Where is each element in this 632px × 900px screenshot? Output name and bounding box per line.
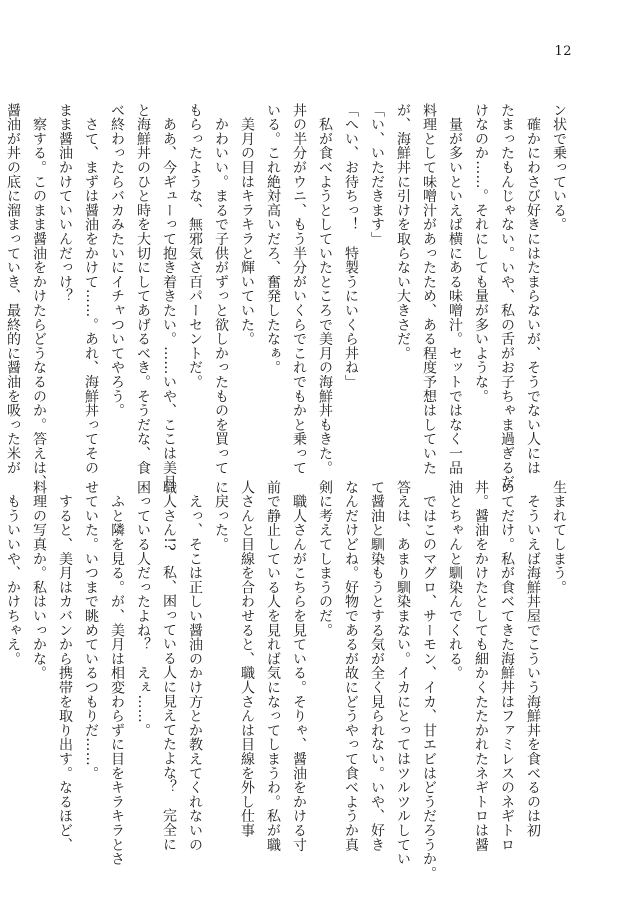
text-block-top: [5, 103, 572, 490]
text-line: 醤油が丼の底に溜まっていき、最終的に醤油を吸った米が: [5, 103, 21, 475]
text-line: 確かにわさび好きにはたまらないが、そうでない人には: [525, 103, 541, 475]
text-line: 「い、いただきます」: [369, 103, 385, 246]
text-line: そういえば海鮮丼屋でこういう海鮮丼を食べるのは初: [525, 480, 541, 838]
text-line: 量が多いといえば横にある味噌汁。セットではなく一品: [447, 103, 463, 475]
text-line: 答えは、あまり馴染まない。イカにとってはツルツルしてい: [395, 480, 411, 867]
text-line: ふと隣を見る。が、美月は相変わらずに目をキラキラとさ: [109, 480, 125, 867]
text-line: まま醤油かけていいんだっけ？: [57, 103, 73, 304]
text-line: 料理の写真か。私はいっかな。: [31, 480, 47, 681]
text-line: たまったもんじゃない。いや、私の舌がお子ちゃま過ぎるだ: [499, 103, 515, 490]
text-line: めてだけ。私が食べてきた海鮮丼はファミレスのネギトロ: [499, 480, 515, 852]
text-line: 丼の半分がウニ、もう半分がいくらでこれでもかと乗って: [291, 103, 307, 475]
text-line: と海鮮丼のひと時を大切にしてあげるべき。そうだな、食: [135, 103, 151, 475]
text-line: いる。これ絶対高いだろ、奮発したなぁ。: [265, 103, 281, 375]
text-line: 料理として味噌汁があったため、ある程度予想はしていた: [421, 103, 437, 475]
text-block-bottom: [5, 480, 572, 881]
text-line: 「へい、お待ちっ！ 特製うにいくら丼ね」: [343, 103, 359, 389]
text-line: ではこのマグロ、サーモン、イカ、甘エビはどうだろうか。: [421, 480, 437, 881]
text-line: ン状で乗っている。: [551, 103, 567, 232]
text-line: かわいい。まるで子供がずっと欲しかったものを買って: [213, 103, 229, 475]
text-line: えっ、そこは正しい醤油のかけ方とか教えてくれないの: [187, 480, 203, 852]
text-line: て醤油と馴染もうとする気が全く見られない。いや、好き: [369, 480, 385, 852]
text-line: が、海鮮丼に引けを取らない大きさだ。: [395, 103, 411, 361]
text-line: 剣に考えてしまうのだ。: [317, 480, 333, 638]
text-line: 油とちゃんと馴染んでくれる。: [447, 480, 463, 681]
page-number: 12: [554, 44, 572, 59]
text-line: 職人さん!? 私、困っている人に見えてたよな？ 完全に: [161, 480, 177, 852]
text-line: 生まれてしまう。: [551, 480, 567, 595]
text-line: 美月の目はキラキラと輝いていた。: [239, 103, 255, 347]
text-line: 困っている人だったよね？ えぇ……。: [135, 480, 151, 738]
text-line: べ終わったらバカみたいにイチャついてやろう。: [109, 103, 125, 418]
text-line: 職人さんがこちらを見ている。そりゃ、醤油をかける寸: [291, 480, 307, 852]
text-line: なんだけどね。好物であるが故にどうやって食べようか真: [343, 480, 359, 852]
text-line: 丼。醤油をかけたとしても細かくたたかれたネギトロは醤: [473, 480, 489, 852]
text-line: 察する。このまま醤油をかけたらどうなるのか。答えは、: [31, 103, 47, 490]
text-line: さて、まずは醤油をかけて……。あれ、海鮮丼ってその: [83, 103, 99, 475]
text-line: に戻った。: [213, 480, 229, 552]
text-line: ああ、今ギューって抱き着きたい。……いや、ここは美月: [161, 103, 177, 490]
text-line: せていた。いつまで眺めているつもりだ……。: [83, 480, 99, 781]
text-line: 前で静止している人を見れば気になってしまうわ。私が職: [265, 480, 281, 852]
text-line: もらったような、無邪気さ百パーセントだ。: [187, 103, 203, 389]
text-line: けなのか……。それにしても量が多いような。: [473, 103, 489, 404]
text-line: すると、美月はカバンから携帯を取り出す。なるほど、: [57, 480, 73, 852]
text-line: 人さんと目線を合わせると、職人さんは目線を外し仕事: [239, 480, 255, 838]
text-line: 私が食べようとしていたところで美月の海鮮丼もきた。: [317, 103, 333, 475]
text-line: もういいや、かけちゃえ。: [5, 480, 21, 666]
